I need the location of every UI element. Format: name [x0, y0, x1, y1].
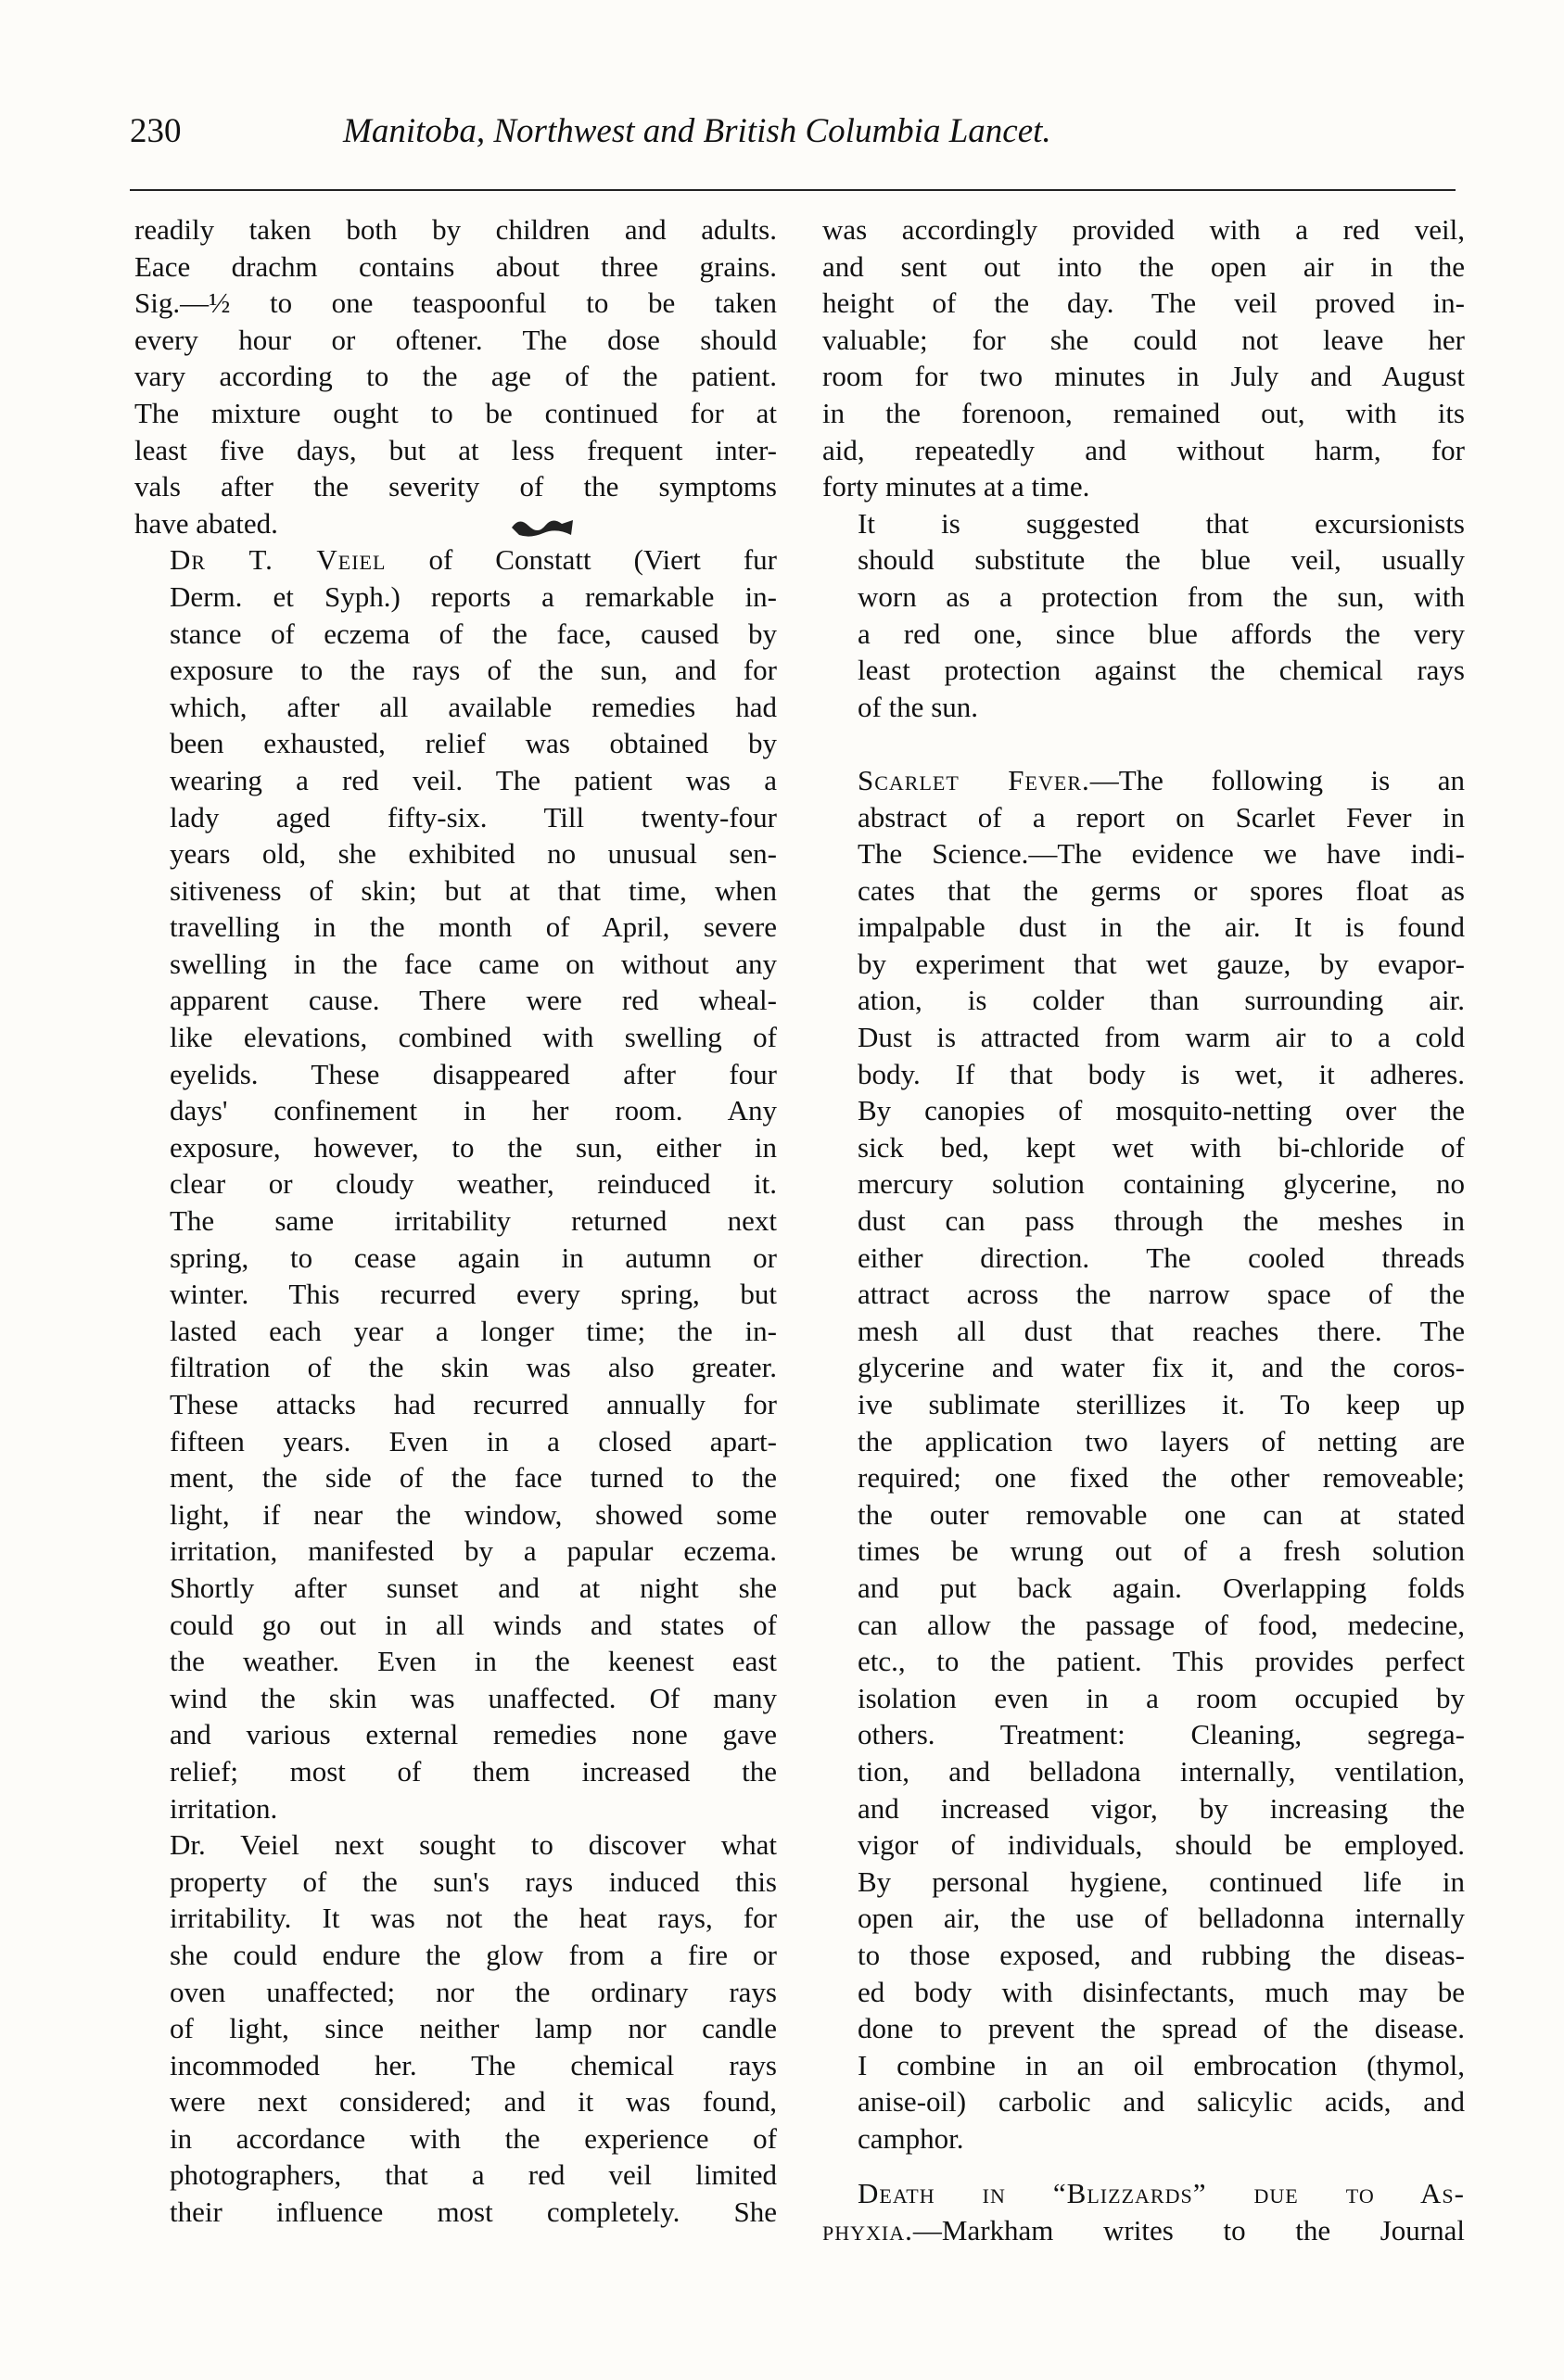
text-line: mercury solution containing glycerine, no	[858, 1167, 1465, 1201]
text-line: stance of eczema of the face, caused by	[170, 617, 777, 650]
text-line: and put back again. Overlapping folds	[858, 1571, 1465, 1604]
text-line: by experiment that wet gauze, by evapor-	[858, 947, 1465, 980]
text-line: irritation.	[170, 1791, 278, 1825]
text-line: lady aged fifty-six. Till twenty-four	[170, 800, 777, 834]
paragraph-dosage	[134, 211, 777, 541]
text-line: camphor.	[858, 2121, 964, 2155]
text-line: Eace drachm contains about three grains.	[134, 249, 777, 283]
text-line: the outer removable one can at stated	[858, 1497, 1465, 1531]
text-fragment: of Constatt (Viert fur	[428, 543, 778, 577]
text-line: incommoded her. The chemical rays	[170, 2048, 777, 2081]
text-line: anise-oil) carbolic and salicylic acids, and	[858, 2085, 1465, 2119]
text-line: body. If that body is wet, it adheres.	[858, 1057, 1465, 1090]
text-line: lasted each year a longer time; the in-	[170, 1314, 777, 1347]
author-name: Dr T. Veiel	[170, 543, 387, 577]
text-line: glycerine and water fix it, and the coros-	[858, 1351, 1465, 1384]
section-scarlet-fever	[822, 762, 1465, 2157]
text-line: either direction. The cooled threads	[858, 1241, 1465, 1274]
text-line: room for two minutes in July and August	[822, 360, 1465, 393]
text-line: to those exposed, and rubbing the diseas-	[858, 1938, 1465, 1971]
text-line: times be wrung out of a fresh solution	[858, 1534, 1465, 1568]
section-heading: Scarlet Fever.	[858, 763, 1090, 796]
text-line: isolation even in a room occupied by	[858, 1681, 1465, 1714]
text-line: relief; most of them increased the	[170, 1754, 777, 1788]
printer-ornament-icon	[510, 515, 575, 539]
text-line: can allow the passage of food, medecine,	[858, 1608, 1465, 1641]
text-line: exposure, however, to the sun, either in	[170, 1130, 777, 1164]
text-line: height of the day. The veil proved in-	[822, 286, 1465, 320]
right-column	[822, 211, 1465, 2249]
text-line: abstract of a report on Scarlet Fever in	[858, 800, 1465, 834]
text-line: years old, she exhibited no unusual sen-	[170, 837, 777, 871]
text-line: sitiveness of skin; but at that time, when	[170, 873, 777, 907]
text-line: spring, to cease again in autumn or	[170, 1241, 777, 1274]
text-line: sick bed, kept wet with bi-chloride of	[858, 1130, 1465, 1164]
text-line: ive sublimate sterillizes it. To keep up	[858, 1388, 1465, 1420]
section-blizzards	[822, 2175, 1465, 2248]
text-line: Derm. et Syph.) reports a remarkable in-	[170, 579, 777, 613]
text-line: days' confinement in her room. Any	[170, 1094, 777, 1127]
text-line: and various external remedies none gave	[170, 1718, 777, 1751]
page-header	[130, 111, 1456, 167]
text-line: ment, the side of the face turned to the	[170, 1461, 777, 1495]
text-line: the weather. Even in the keenest east	[170, 1645, 777, 1678]
text-line: others. Treatment: Cleaning, segrega-	[858, 1718, 1465, 1751]
text-line: every hour or oftener. The dose should	[134, 323, 777, 356]
text-line: their influence most completely. She	[170, 2195, 777, 2229]
section-heading: Death in “Blizzards” due to As-	[858, 2177, 1465, 2210]
text-line: she could endure the glow from a fire or	[170, 1938, 777, 1971]
text-line: the application two layers of netting are	[858, 1424, 1465, 1457]
text-fragment: —Markham writes to the Journal	[912, 2214, 1465, 2247]
text-line: irritation, manifested by a papular eczema.	[170, 1534, 777, 1568]
text-line: dust can pass through the meshes in	[858, 1204, 1465, 1238]
text-line: ation, is colder than surrounding air.	[858, 984, 1465, 1017]
text-line: Dr. Veiel next sought to discover what	[170, 1828, 777, 1862]
text-line	[134, 541, 777, 579]
text-line: Sig.—½ to one teaspoonful to be taken	[134, 286, 777, 320]
text-line: a red one, since blue affords the very	[858, 617, 1465, 650]
text-line: I combine in an oil embrocation (thymol,	[858, 2048, 1465, 2081]
text-line: By canopies of mosquito-netting over the	[858, 1094, 1465, 1127]
text-line: By personal hygiene, continued life in	[858, 1865, 1465, 1898]
text-line: vals after the severity of the symptoms	[134, 470, 777, 503]
text-line: valuable; for she could not leave her	[822, 323, 1465, 356]
text-line: ed body with disinfectants, much may be	[858, 1975, 1465, 2008]
text-line: were next considered; and it was found,	[170, 2085, 777, 2119]
text-line: of the sun.	[858, 690, 979, 723]
header-rule	[130, 189, 1456, 191]
text-fragment: —The following is an	[1089, 763, 1465, 796]
text-line: swelling in the face came on without any	[170, 947, 777, 980]
text-line: least protection against the chemical rays	[858, 654, 1465, 687]
text-line: These attacks had recurred annually for	[170, 1388, 777, 1420]
text-line: filtration of the skin was also greater.	[170, 1351, 777, 1384]
text-line: Shortly after sunset and at night she	[170, 1571, 777, 1604]
text-line: photographers, that a red veil limited	[170, 2158, 777, 2192]
text-line	[134, 505, 777, 542]
text-line: irritability. It was not the heat rays, for	[170, 1902, 777, 1935]
text-line: clear or cloudy weather, reinduced it.	[170, 1167, 777, 1201]
text-line: required; one fixed the other removeable;	[858, 1461, 1465, 1495]
text-line: least five days, but at less frequent inter-	[134, 433, 777, 466]
text-line: apparent cause. There were red wheal-	[170, 984, 777, 1017]
text-line: wind the skin was unaffected. Of many	[170, 1681, 777, 1714]
text-line: vigor of individuals, should be employed.	[858, 1828, 1465, 1862]
text-line: and increased vigor, by increasing the	[858, 1791, 1465, 1825]
text-line: could go out in all winds and states of	[170, 1608, 777, 1641]
text-line: worn as a protection from the sun, with	[858, 579, 1465, 613]
text-line: readily taken both by children and adults.	[134, 213, 777, 246]
text-line: cates that the germs or spores float as	[858, 873, 1465, 907]
text-line: mesh all dust that reaches there. The	[858, 1314, 1465, 1347]
text-line: which, after all available remedies had	[170, 690, 777, 723]
text-line: fifteen years. Even in a closed apart-	[170, 1424, 777, 1457]
text-line: etc., to the patient. This provides perfect	[858, 1645, 1465, 1678]
text-line: aid, repeatedly and without harm, for	[822, 433, 1465, 466]
text-line	[822, 762, 1465, 799]
paragraph-veiel-report	[134, 541, 777, 1826]
running-head: Manitoba, Northwest and British Columbia Lancet.	[343, 112, 1051, 150]
text-line: forty minutes at a time.	[822, 470, 1090, 503]
text-line: should substitute the blue veil, usually	[858, 543, 1465, 577]
text-line: light, if near the window, showed some	[170, 1497, 777, 1531]
section-heading-continued: phyxia.	[822, 2214, 913, 2247]
text-line: was accordingly provided with a red veil,	[822, 213, 1465, 246]
text-line: attract across the narrow space of the	[858, 1278, 1465, 1311]
text-line: done to prevent the spread of the disease.	[858, 2012, 1465, 2045]
text-line: property of the sun's rays induced this	[170, 1865, 777, 1898]
text-line: vary according to the age of the patient.	[134, 360, 777, 393]
paragraph-excursionists	[822, 505, 1465, 726]
text-line: The mixture ought to be continued for at	[134, 396, 777, 429]
text-line: eyelids. These disappeared after four	[170, 1057, 777, 1090]
text-line	[822, 2212, 1465, 2249]
text-line: The Science.—The evidence we have indi-	[858, 837, 1465, 871]
left-column	[134, 211, 777, 2231]
text-line: oven unaffected; nor the ordinary rays	[170, 1975, 777, 2008]
paragraph-veiel-investigation	[134, 1826, 777, 2231]
text-line: tion, and belladona internally, ventilation,	[858, 1754, 1465, 1788]
text-fragment: have abated.	[134, 506, 278, 540]
text-line: winter. This recurred every spring, but	[170, 1278, 777, 1311]
text-line: in the forenoon, remained out, with its	[822, 396, 1465, 429]
text-line: It is suggested that excursionists	[858, 506, 1465, 540]
text-line: travelling in the month of April, severe	[170, 910, 777, 944]
text-line: Dust is attracted from warm air to a cold	[858, 1021, 1465, 1054]
text-line: The same irritability returned next	[170, 1204, 777, 1238]
page-number: 230	[130, 112, 182, 150]
text-line: impalpable dust in the air. It is found	[858, 910, 1465, 944]
text-line: of light, since neither lamp nor candle	[170, 2012, 777, 2045]
text-line: exposure to the rays of the sun, and for	[170, 654, 777, 687]
text-line: in accordance with the experience of	[170, 2121, 777, 2155]
text-line: wearing a red veil. The patient was a	[170, 763, 777, 796]
text-line: been exhausted, relief was obtained by	[170, 727, 777, 760]
paragraph-red-veil-result	[822, 211, 1465, 505]
text-line: and sent out into the open air in the	[822, 249, 1465, 283]
text-line: like elevations, combined with swelling of	[170, 1021, 777, 1054]
text-line: open air, the use of belladonna internally	[858, 1902, 1465, 1935]
